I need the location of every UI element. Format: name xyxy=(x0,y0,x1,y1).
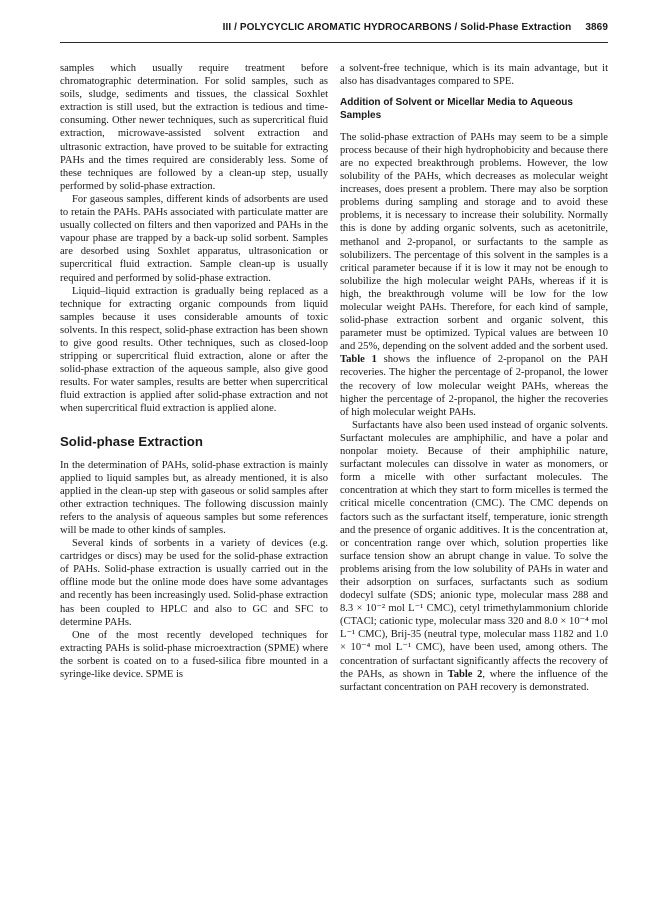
running-header xyxy=(60,22,608,33)
page-number: 3869 xyxy=(585,22,608,33)
paragraph-text: shows the influence of 2-propanol on the PAH recoveries. The higher the percentage of 2-propanol, the lower the recovery of low molecular weight PAHs, whereas the higher the percentage of 2-propanol, the higher the recoveries of high molecular weight PAHs. xyxy=(340,354,608,418)
paragraph: Liquid–liquid extraction is gradually being replaced as a technique for extracting organic compounds from liquid samples because it uses considerable amounts of toxic solvents. In this respect, solid-phase extraction has been shown to give good results. Other techniques, such as closed-loop stripping or supercritical fluid extraction, alone or after the solid-phase extraction of the aqueous sample, also give good results. For water samples, results are better when supercritical fluid extraction is applied after solid-phase extraction and not when supercritical fluid extraction is applied alone. xyxy=(60,285,328,415)
paragraph-text: Surfactants have also been used instead of organic solvents. Surfactant molecules are amphiphilic, and have a polar and nonpolar moiety. Because of their amphiphilic nature, surfactant molecules can dissolve in water as monomers, or form a micelle with other surfactant molecules. The concentration at which they start to form micelles is termed the critical micelle concentration (CMC). The CMC depends on factors such as the surfactant itself, temperature, ionic strength and the presence of organic additives. It is the concentration at, or concentration range over which, solution properties like surface tension show an abrupt change in value. To solve the problems arising from the low solubility of PAHs in water and their adsorption on surfaces, surfactants such as sodium dodecyl sulfate (SDS; anionic type, molecular mass 288 and 8.3 × 10⁻² mol L⁻¹ CMC), cetyl trimethylammonium chloride (CTACl; cationic type, molecular mass 320 and 8.0 × 10⁻⁴ mol L⁻¹ CMC), Brij-35 (neutral type, molecular mass 1182 and 1.0 × 10⁻⁴ mol L⁻¹ CMC), have been used, among others. The concentration of surfactant significantly affects the recovery of the PAHs, as shown in xyxy=(340,419,608,680)
section-heading: Solid-phase Extraction xyxy=(60,433,203,449)
subsection-heading: Addition of Solvent or Micellar Media to Aqueous Samples xyxy=(340,97,573,121)
table-2-reference[interactable]: Table 2 xyxy=(447,668,483,680)
right-column xyxy=(340,62,608,694)
paragraph: In the determination of PAHs, solid-phase extraction is mainly applied to liquid samples but, as already mentioned, it is also applied in the clean-up step with gaseous or solid samples after other extraction techniques. The following discussion mainly refers to the analysis of aqueous samples but some references will be made to other kinds of samples. xyxy=(60,459,328,536)
paragraph xyxy=(340,419,608,694)
paragraph xyxy=(340,131,608,419)
paragraph: samples which usually require treatment before chromatographic determination. For solid samples, such as soils, sludge, sediments and tissues, the classical Soxhlet extraction is still used, but the extraction is tedious and time-consuming. Other newer techniques, such as supercritical fluid extraction, microwave-assisted solvent extraction and ultrasonic extraction, have proved to be suitable for extracting PAHs and the times required are considerably less. Some of these techniques are followed by a clean-up step, usually performed by solid-phase extraction. xyxy=(60,63,328,192)
table-1-reference[interactable]: Table 1 xyxy=(340,354,377,366)
paragraph-text: The solid-phase extraction of PAHs may seem to be a simple process because of their high hydrophobicity and because there are no expected breakthrough problems. However, the low solubility of the PAHs, which decreases as molecular weight increases, does present a problem. There may also be sorption problems during sampling and storage and to avoid these problems, it is necessary to increase their solubility. Normally this is done by adding organic solvents, such as acetonitrile, methanol and 2-propanol, or surfactants to the sample as solubilizers. The percentage of this solvent in the samples is a critical parameter because if it is low it may not be enough to solubilize the high molecular weight PAHs, whereas if it is high, the breakthrough volume will be low for the low molecular weight PAHs. Therefore, for each kind of sample, solid-phase extraction sorbent and organic solvent, this parameter must be optimized. Typical values are between 10 and 25%, depending on the solvent added and the sorbent used. xyxy=(340,131,608,353)
paragraph: One of the most recently developed techniques for extracting PAHs is solid-phase microextraction (SPME) where the sorbent is coated on to a fused-silica fibre mounted in a syringe-like device. SPME is xyxy=(60,629,328,681)
paragraph-text: , where the influence of the surfactant concentration on PAH recovery is demonstrated. xyxy=(340,668,608,693)
left-column xyxy=(60,62,328,681)
paragraph: a solvent-free technique, which is its main advantage, but it also has disadvantages compared to SPE. xyxy=(340,63,608,88)
running-title: III / POLYCYCLIC AROMATIC HYDROCARBONS / Solid-Phase Extraction xyxy=(222,22,572,33)
header-rule xyxy=(60,42,608,43)
paragraph: Several kinds of sorbents in a variety of devices (e.g. cartridges or discs) may be used for the solid-phase extraction of PAHs. Solid-phase extraction is usually carried out in the offline mode but the online mode does have some advantages and recently has been increasingly used. Solid-phase extraction has been coupled to HPLC and also to GC and SFC to determine PAHs. xyxy=(60,538,328,628)
paragraph: For gaseous samples, different kinds of adsorbents are used to retain the PAHs. PAHs associated with particulate matter are usually collected on filters and then vaporized and PAHs in the vapour phase are trapped by a back-up solid sorbent. Samples are desorbed using Soxhlet apparatus, ultrasonication or supercritical fluid extraction. Sample clean-up is usually required and performed by solid-phase extraction. xyxy=(60,193,328,284)
